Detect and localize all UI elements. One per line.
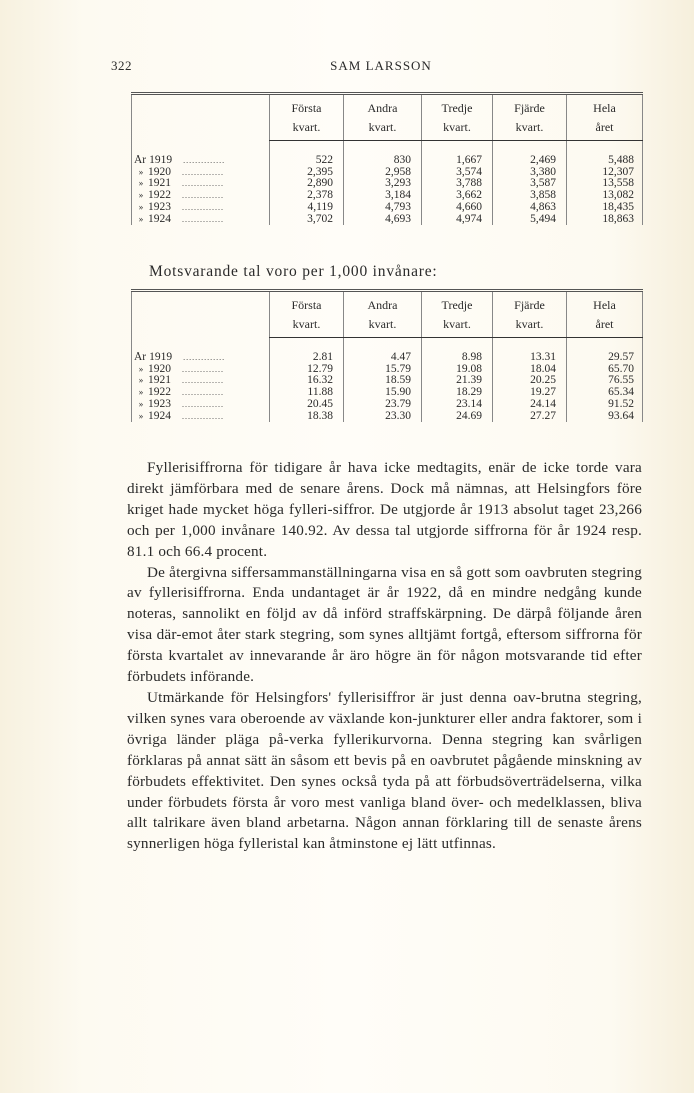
cell: 3,293 <box>344 178 422 190</box>
cell: 19.27 <box>493 387 567 399</box>
cell: 23.79 <box>344 399 422 411</box>
row-label: » 1920 .............. <box>132 167 270 179</box>
cell: 3,184 <box>344 190 422 202</box>
table-row <box>132 411 643 423</box>
cell: 1,667 <box>422 155 493 167</box>
cell: 24.69 <box>422 411 493 423</box>
cell: 93.64 <box>567 411 643 423</box>
row-label: » 1920 .............. <box>132 364 270 376</box>
cell: 16.32 <box>270 375 344 387</box>
cell: 23.30 <box>344 411 422 423</box>
table-header-row <box>132 291 643 338</box>
cell: 3,702 <box>270 214 344 226</box>
paragraph-1: Fyllerisiffrorna för tidigare år hava icke medtagits, enär de icke torde vara direkt jämförbara med de senare årens. Dock må nämnas, att Helsingfors före kriget hade mycket höga fylleri-siffror. De utgjorde år 1913 absolut taget 23,266 och per 1,000 invånare 140.92. Av dessa tal utgjorde siffrorna för år 1924 resp. 81.1 och 66.4 procent. <box>127 459 642 560</box>
col-header-q1: Första kvart. <box>270 94 344 141</box>
col-header-q1: Första kvart. <box>270 291 344 338</box>
cell: 12,307 <box>567 167 643 179</box>
cell: 18.04 <box>493 364 567 376</box>
table-per-1000 <box>131 289 643 422</box>
col-header-q4: Fjärde kvart. <box>493 291 567 338</box>
row-label: » 1924 .............. <box>132 411 270 423</box>
cell: 3,574 <box>422 167 493 179</box>
cell: 4,119 <box>270 202 344 214</box>
cell: 4,660 <box>422 202 493 214</box>
cell: 830 <box>344 155 422 167</box>
cell: 11.88 <box>270 387 344 399</box>
row-label: » 1924 .............. <box>132 214 270 226</box>
col-header-q3: Tredje kvart. <box>422 291 493 338</box>
cell: 4,863 <box>493 202 567 214</box>
table-header-row <box>132 94 643 141</box>
row-label: » 1923 .............. <box>132 399 270 411</box>
cell: 12.79 <box>270 364 344 376</box>
row-label: » 1923 .............. <box>132 202 270 214</box>
table-row <box>132 352 643 364</box>
row-label: » 1922 .............. <box>132 190 270 202</box>
cell: 4,693 <box>344 214 422 226</box>
row-label: År 1919 .............. <box>132 155 270 167</box>
cell: 3,380 <box>493 167 567 179</box>
col-header-q3: Tredje kvart. <box>422 94 493 141</box>
cell: 2.81 <box>270 352 344 364</box>
table-row <box>132 155 643 167</box>
cell: 65.34 <box>567 387 643 399</box>
col-header-year: Hela året <box>567 291 643 338</box>
table-row <box>132 202 643 214</box>
cell: 13,558 <box>567 178 643 190</box>
cell: 8.98 <box>422 352 493 364</box>
cell: 4.47 <box>344 352 422 364</box>
cell: 20.25 <box>493 375 567 387</box>
cell: 91.52 <box>567 399 643 411</box>
cell: 18,435 <box>567 202 643 214</box>
stub-header <box>132 94 270 141</box>
cell: 15.90 <box>344 387 422 399</box>
col-header-q4: Fjärde kvart. <box>493 94 567 141</box>
paragraph-2: De återgivna siffersammanställningarna visa en så gott som oavbruten stegring av fyllerisiffrorna. Enda undantaget är år 1922, då en mindre nedgång kunde noteras, sannolikt en följd av då införd straffskärpning. De därpå följande åren visa där-emot åter stark stegring, som synes alltjämt fortgå, eftersom siffrorna för första kvartalet av innevarande år äro högre än för någon motsvarande tid efter förbudets införande. <box>127 563 642 686</box>
cell: 5,488 <box>567 155 643 167</box>
cell: 5,494 <box>493 214 567 226</box>
cell: 23.14 <box>422 399 493 411</box>
row-label: År 1919 .............. <box>132 352 270 364</box>
cell: 2,469 <box>493 155 567 167</box>
cell: 2,395 <box>270 167 344 179</box>
cell: 24.14 <box>493 399 567 411</box>
cell: 3,662 <box>422 190 493 202</box>
col-header-q2: Andra kvart. <box>344 291 422 338</box>
table-absolute-counts <box>131 92 643 225</box>
cell: 522 <box>270 155 344 167</box>
table-row <box>132 214 643 226</box>
cell: 13.31 <box>493 352 567 364</box>
cell: 18.29 <box>422 387 493 399</box>
cell: 18.59 <box>344 375 422 387</box>
cell: 2,890 <box>270 178 344 190</box>
cell: 4,793 <box>344 202 422 214</box>
cell: 3,858 <box>493 190 567 202</box>
cell: 29.57 <box>567 352 643 364</box>
cell: 76.55 <box>567 375 643 387</box>
cell: 18.38 <box>270 411 344 423</box>
row-label: » 1921 .............. <box>132 375 270 387</box>
cell: 15.79 <box>344 364 422 376</box>
stub-header <box>132 291 270 338</box>
cell: 20.45 <box>270 399 344 411</box>
cell: 2,378 <box>270 190 344 202</box>
body-text <box>127 458 642 855</box>
running-title: SAM LARSSON <box>330 58 432 73</box>
cell: 21.39 <box>422 375 493 387</box>
table2-caption: Motsvarande tal voro per 1,000 invånare: <box>149 263 438 280</box>
cell: 3,587 <box>493 178 567 190</box>
cell: 13,082 <box>567 190 643 202</box>
row-label: » 1922 .............. <box>132 387 270 399</box>
row-label: » 1921 .............. <box>132 178 270 190</box>
cell: 18,863 <box>567 214 643 226</box>
table-row <box>132 399 643 411</box>
cell: 4,974 <box>422 214 493 226</box>
cell: 3,788 <box>422 178 493 190</box>
col-header-q2: Andra kvart. <box>344 94 422 141</box>
paragraph-3: Utmärkande för Helsingfors' fyllerisiffror är just denna oav-brutna stegring, vilken synes vara oberoende av växlande kon-junkturer eller andra faktorer, som i övriga länder pläga på-verka fyllerikurvorna. Denna stegring kan svårligen förklaras på annat sätt än såsom ett bevis på en oavbrutet pågående minskning av förbudets effektivitet. Den synes också tyda på att förbudsöverträdelserna, vilka under förbudets första år voro mest vanliga bland över- och medelklassen, bliva allt talrikare även bland arbetarna. Någon annan förklaring till de senaste årens synnerligen höga fylleristal kan åtminstone ej lätt utfinnas. <box>127 688 642 853</box>
cell: 19.08 <box>422 364 493 376</box>
cell: 2,958 <box>344 167 422 179</box>
cell: 65.70 <box>567 364 643 376</box>
page-number: 322 <box>111 58 132 73</box>
cell: 27.27 <box>493 411 567 423</box>
col-header-year: Hela året <box>567 94 643 141</box>
